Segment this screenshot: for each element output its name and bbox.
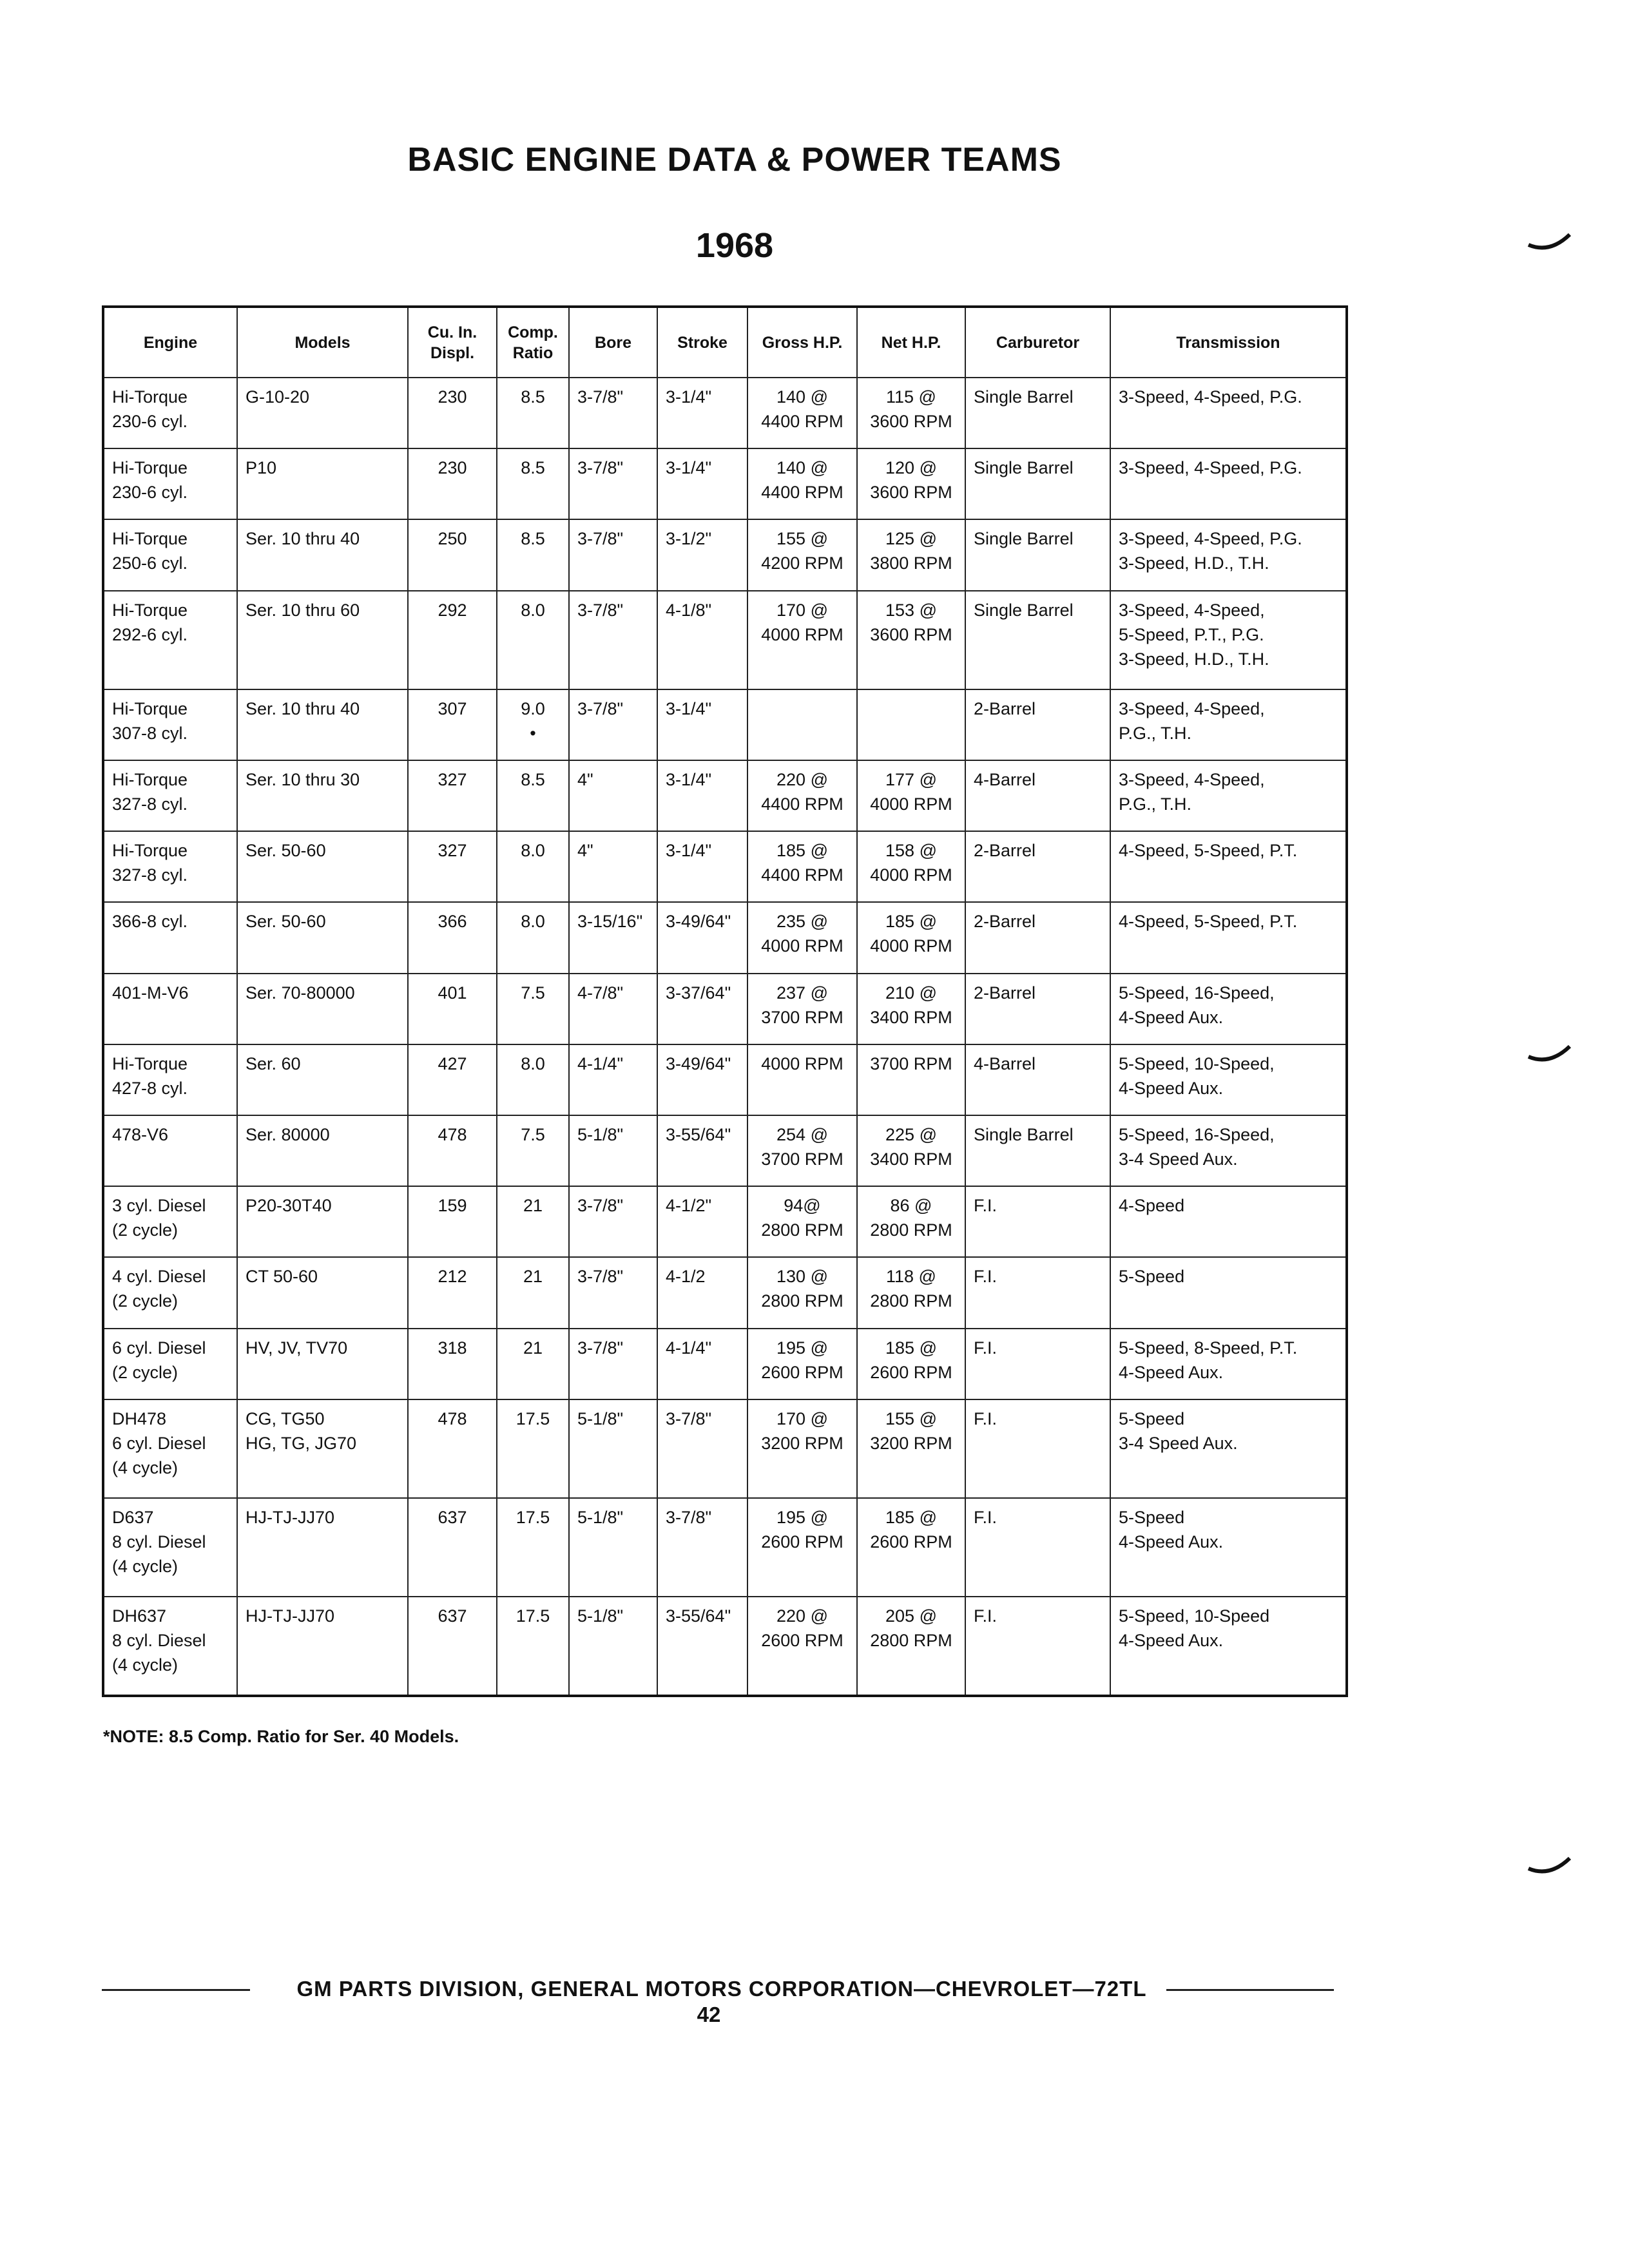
table-row bbox=[103, 519, 1347, 590]
net-hp-cell: 115 @ 3600 RPM bbox=[857, 378, 965, 448]
net-hp-cell: 158 @ 4000 RPM bbox=[857, 831, 965, 902]
engine-cell: Hi-Torque 327-8 cyl. bbox=[103, 760, 237, 831]
net-hp-cell: 86 @ 2800 RPM bbox=[857, 1186, 965, 1257]
net-hp-cell: 120 @ 3600 RPM bbox=[857, 448, 965, 519]
displacement-cell: 478 bbox=[408, 1399, 497, 1498]
bore-cell: 5-1/8" bbox=[569, 1399, 657, 1498]
transmission-cell: 3-Speed, 4-Speed, P.G. bbox=[1110, 378, 1347, 448]
net-hp-cell: 155 @ 3200 RPM bbox=[857, 1399, 965, 1498]
bore-cell: 4-1/4" bbox=[569, 1044, 657, 1115]
engine-cell: 6 cyl. Diesel (2 cycle) bbox=[103, 1329, 237, 1399]
transmission-cell: 5-Speed 3-4 Speed Aux. bbox=[1110, 1399, 1347, 1498]
gross-hp-cell: 94@ 2800 RPM bbox=[747, 1186, 857, 1257]
table-row bbox=[103, 378, 1347, 448]
transmission-cell: 4-Speed, 5-Speed, P.T. bbox=[1110, 902, 1347, 973]
engine-cell: Hi-Torque 427-8 cyl. bbox=[103, 1044, 237, 1115]
comp-ratio-cell: 21 bbox=[497, 1186, 569, 1257]
net-hp-cell: 153 @ 3600 RPM bbox=[857, 591, 965, 689]
models-cell: P20-30T40 bbox=[237, 1186, 408, 1257]
comp-ratio-cell: 7.5 bbox=[497, 974, 569, 1044]
table-row bbox=[103, 974, 1347, 1044]
bore-cell: 3-7/8" bbox=[569, 378, 657, 448]
engine-cell: D637 8 cyl. Diesel (4 cycle) bbox=[103, 1498, 237, 1597]
engine-cell: 3 cyl. Diesel (2 cycle) bbox=[103, 1186, 237, 1257]
gross-hp-cell: 170 @ 3200 RPM bbox=[747, 1399, 857, 1498]
column-header-net-hp: Net H.P. bbox=[857, 307, 965, 378]
net-hp-cell: 185 @ 2600 RPM bbox=[857, 1329, 965, 1399]
table-header-row bbox=[103, 307, 1347, 378]
stroke-cell: 3-37/64" bbox=[657, 974, 747, 1044]
net-hp-cell: 210 @ 3400 RPM bbox=[857, 974, 965, 1044]
page-number: 42 bbox=[697, 2003, 721, 2026]
stroke-cell: 3-7/8" bbox=[657, 1498, 747, 1597]
carburetor-cell: F.I. bbox=[965, 1597, 1110, 1696]
gross-hp-cell: 155 @ 4200 RPM bbox=[747, 519, 857, 590]
models-cell: Ser. 10 thru 40 bbox=[237, 519, 408, 590]
transmission-cell: 3-Speed, 4-Speed, P.G. 3-Speed, H.D., T.H. bbox=[1110, 519, 1347, 590]
table-row bbox=[103, 1044, 1347, 1115]
column-header-models: Models bbox=[237, 307, 408, 378]
bore-cell: 3-7/8" bbox=[569, 1186, 657, 1257]
displacement-cell: 327 bbox=[408, 760, 497, 831]
column-header-engine: Engine bbox=[103, 307, 237, 378]
stroke-cell: 4-1/8" bbox=[657, 591, 747, 689]
net-hp-cell: 177 @ 4000 RPM bbox=[857, 760, 965, 831]
transmission-cell: 5-Speed, 10-Speed 4-Speed Aux. bbox=[1110, 1597, 1347, 1696]
bore-cell: 5-1/8" bbox=[569, 1115, 657, 1186]
net-hp-cell: 118 @ 2800 RPM bbox=[857, 1257, 965, 1328]
net-hp-cell: 225 @ 3400 RPM bbox=[857, 1115, 965, 1186]
models-cell: HJ-TJ-JJ70 bbox=[237, 1498, 408, 1597]
displacement-cell: 307 bbox=[408, 689, 497, 760]
stroke-cell: 3-1/4" bbox=[657, 448, 747, 519]
binder-mark-icon bbox=[1527, 231, 1572, 256]
displacement-cell: 637 bbox=[408, 1498, 497, 1597]
stroke-cell: 3-1/4" bbox=[657, 689, 747, 760]
comp-ratio-cell: 17.5 bbox=[497, 1597, 569, 1696]
displacement-cell: 250 bbox=[408, 519, 497, 590]
table-row bbox=[103, 448, 1347, 519]
net-hp-cell: 125 @ 3800 RPM bbox=[857, 519, 965, 590]
gross-hp-cell: 185 @ 4400 RPM bbox=[747, 831, 857, 902]
table-row bbox=[103, 689, 1347, 760]
carburetor-cell: 2-Barrel bbox=[965, 974, 1110, 1044]
transmission-cell: 5-Speed, 10-Speed, 4-Speed Aux. bbox=[1110, 1044, 1347, 1115]
bore-cell: 3-7/8" bbox=[569, 1257, 657, 1328]
stroke-cell: 3-1/4" bbox=[657, 831, 747, 902]
displacement-cell: 327 bbox=[408, 831, 497, 902]
stroke-cell: 3-1/4" bbox=[657, 760, 747, 831]
net-hp-cell: 205 @ 2800 RPM bbox=[857, 1597, 965, 1696]
carburetor-cell: Single Barrel bbox=[965, 591, 1110, 689]
engine-cell: Hi-Torque 307-8 cyl. bbox=[103, 689, 237, 760]
displacement-cell: 478 bbox=[408, 1115, 497, 1186]
table-row bbox=[103, 902, 1347, 973]
displacement-cell: 427 bbox=[408, 1044, 497, 1115]
stroke-cell: 4-1/2" bbox=[657, 1186, 747, 1257]
engine-cell: Hi-Torque 292-6 cyl. bbox=[103, 591, 237, 689]
bore-cell: 4-7/8" bbox=[569, 974, 657, 1044]
table-row bbox=[103, 591, 1347, 689]
stroke-cell: 4-1/4" bbox=[657, 1329, 747, 1399]
column-header-carburetor: Carburetor bbox=[965, 307, 1110, 378]
comp-ratio-cell: 8.0 bbox=[497, 902, 569, 973]
net-hp-cell: 185 @ 4000 RPM bbox=[857, 902, 965, 973]
displacement-cell: 292 bbox=[408, 591, 497, 689]
transmission-cell: 5-Speed 4-Speed Aux. bbox=[1110, 1498, 1347, 1597]
transmission-cell: 3-Speed, 4-Speed, P.G. bbox=[1110, 448, 1347, 519]
carburetor-cell: Single Barrel bbox=[965, 448, 1110, 519]
carburetor-cell: 4-Barrel bbox=[965, 760, 1110, 831]
displacement-cell: 366 bbox=[408, 902, 497, 973]
table-body bbox=[103, 378, 1347, 1696]
page-title: BASIC ENGINE DATA & POWER TEAMS bbox=[407, 141, 1062, 178]
displacement-cell: 318 bbox=[408, 1329, 497, 1399]
models-cell: Ser. 10 thru 40 bbox=[237, 689, 408, 760]
transmission-cell: 5-Speed, 8-Speed, P.T. 4-Speed Aux. bbox=[1110, 1329, 1347, 1399]
engine-cell: 4 cyl. Diesel (2 cycle) bbox=[103, 1257, 237, 1328]
carburetor-cell: Single Barrel bbox=[965, 378, 1110, 448]
displacement-cell: 637 bbox=[408, 1597, 497, 1696]
table-row bbox=[103, 1115, 1347, 1186]
gross-hp-cell: 4000 RPM bbox=[747, 1044, 857, 1115]
column-header-stroke: Stroke bbox=[657, 307, 747, 378]
models-cell: HV, JV, TV70 bbox=[237, 1329, 408, 1399]
column-header-comp-ratio: Comp. Ratio bbox=[497, 307, 569, 378]
bore-cell: 3-7/8" bbox=[569, 448, 657, 519]
comp-ratio-cell: 8.0 bbox=[497, 1044, 569, 1115]
footnote: *NOTE: 8.5 Comp. Ratio for Ser. 40 Models. bbox=[103, 1727, 459, 1746]
engine-data-table bbox=[102, 305, 1348, 1697]
engine-cell: Hi-Torque 230-6 cyl. bbox=[103, 448, 237, 519]
column-header-transmission: Transmission bbox=[1110, 307, 1347, 378]
stroke-cell: 3-1/2" bbox=[657, 519, 747, 590]
table-row bbox=[103, 831, 1347, 902]
models-cell: Ser. 80000 bbox=[237, 1115, 408, 1186]
binder-mark-icon bbox=[1527, 1043, 1572, 1068]
engine-cell: 401-M-V6 bbox=[103, 974, 237, 1044]
comp-ratio-cell: 8.0 bbox=[497, 591, 569, 689]
transmission-cell: 4-Speed bbox=[1110, 1186, 1347, 1257]
models-cell: Ser. 50-60 bbox=[237, 902, 408, 973]
column-header-bore: Bore bbox=[569, 307, 657, 378]
gross-hp-cell: 235 @ 4000 RPM bbox=[747, 902, 857, 973]
carburetor-cell: 4-Barrel bbox=[965, 1044, 1110, 1115]
comp-ratio-cell: 8.5 bbox=[497, 760, 569, 831]
table-row bbox=[103, 1329, 1347, 1399]
bore-cell: 4" bbox=[569, 831, 657, 902]
models-cell: Ser. 60 bbox=[237, 1044, 408, 1115]
engine-cell: 366-8 cyl. bbox=[103, 902, 237, 973]
models-cell: G-10-20 bbox=[237, 378, 408, 448]
comp-ratio-cell: 17.5 bbox=[497, 1498, 569, 1597]
carburetor-cell: F.I. bbox=[965, 1329, 1110, 1399]
bore-cell: 3-7/8" bbox=[569, 1329, 657, 1399]
carburetor-cell: Single Barrel bbox=[965, 519, 1110, 590]
carburetor-cell: Single Barrel bbox=[965, 1115, 1110, 1186]
models-cell: Ser. 10 thru 30 bbox=[237, 760, 408, 831]
carburetor-cell: F.I. bbox=[965, 1498, 1110, 1597]
carburetor-cell: 2-Barrel bbox=[965, 831, 1110, 902]
gross-hp-cell: 195 @ 2600 RPM bbox=[747, 1498, 857, 1597]
models-cell: HJ-TJ-JJ70 bbox=[237, 1597, 408, 1696]
table-row bbox=[103, 1257, 1347, 1328]
net-hp-cell: 3700 RPM bbox=[857, 1044, 965, 1115]
transmission-cell: 3-Speed, 4-Speed, 5-Speed, P.T., P.G. 3-Speed, H.D., T.H. bbox=[1110, 591, 1347, 689]
year-heading: 1968 bbox=[695, 226, 774, 265]
stroke-cell: 3-7/8" bbox=[657, 1399, 747, 1498]
engine-cell: Hi-Torque 230-6 cyl. bbox=[103, 378, 237, 448]
gross-hp-cell: 140 @ 4400 RPM bbox=[747, 448, 857, 519]
net-hp-cell bbox=[857, 689, 965, 760]
engine-cell: Hi-Torque 250-6 cyl. bbox=[103, 519, 237, 590]
transmission-cell: 4-Speed, 5-Speed, P.T. bbox=[1110, 831, 1347, 902]
stroke-cell: 3-55/64" bbox=[657, 1597, 747, 1696]
column-header-displacement: Cu. In. Displ. bbox=[408, 307, 497, 378]
footer-text: GM PARTS DIVISION, GENERAL MOTORS CORPORATION—CHEVROLET—72TL bbox=[296, 1977, 1147, 2001]
comp-ratio-cell: 7.5 bbox=[497, 1115, 569, 1186]
gross-hp-cell: 170 @ 4000 RPM bbox=[747, 591, 857, 689]
bore-cell: 3-7/8" bbox=[569, 689, 657, 760]
table-row bbox=[103, 1597, 1347, 1696]
bore-cell: 3-15/16" bbox=[569, 902, 657, 973]
bore-cell: 4" bbox=[569, 760, 657, 831]
binder-mark-icon bbox=[1527, 1854, 1572, 1880]
gross-hp-cell: 254 @ 3700 RPM bbox=[747, 1115, 857, 1186]
bore-cell: 5-1/8" bbox=[569, 1498, 657, 1597]
models-cell: CG, TG50 HG, TG, JG70 bbox=[237, 1399, 408, 1498]
comp-ratio-cell: 8.0 bbox=[497, 831, 569, 902]
comp-ratio-cell: 9.0 • bbox=[497, 689, 569, 760]
engine-cell: Hi-Torque 327-8 cyl. bbox=[103, 831, 237, 902]
transmission-cell: 3-Speed, 4-Speed, P.G., T.H. bbox=[1110, 760, 1347, 831]
models-cell: Ser. 10 thru 60 bbox=[237, 591, 408, 689]
stroke-cell: 3-1/4" bbox=[657, 378, 747, 448]
transmission-cell: 5-Speed, 16-Speed, 3-4 Speed Aux. bbox=[1110, 1115, 1347, 1186]
engine-cell: DH478 6 cyl. Diesel (4 cycle) bbox=[103, 1399, 237, 1498]
table-row bbox=[103, 760, 1347, 831]
displacement-cell: 401 bbox=[408, 974, 497, 1044]
gross-hp-cell: 237 @ 3700 RPM bbox=[747, 974, 857, 1044]
stroke-cell: 4-1/2 bbox=[657, 1257, 747, 1328]
displacement-cell: 212 bbox=[408, 1257, 497, 1328]
engine-cell: DH637 8 cyl. Diesel (4 cycle) bbox=[103, 1597, 237, 1696]
gross-hp-cell: 140 @ 4400 RPM bbox=[747, 378, 857, 448]
column-header-gross-hp: Gross H.P. bbox=[747, 307, 857, 378]
comp-ratio-cell: 8.5 bbox=[497, 378, 569, 448]
gross-hp-cell: 220 @ 2600 RPM bbox=[747, 1597, 857, 1696]
models-cell: CT 50-60 bbox=[237, 1257, 408, 1328]
comp-ratio-cell: 21 bbox=[497, 1329, 569, 1399]
transmission-cell: 3-Speed, 4-Speed, P.G., T.H. bbox=[1110, 689, 1347, 760]
stroke-cell: 3-55/64" bbox=[657, 1115, 747, 1186]
comp-ratio-cell: 8.5 bbox=[497, 448, 569, 519]
models-cell: Ser. 50-60 bbox=[237, 831, 408, 902]
net-hp-cell: 185 @ 2600 RPM bbox=[857, 1498, 965, 1597]
displacement-cell: 230 bbox=[408, 448, 497, 519]
bore-cell: 3-7/8" bbox=[569, 519, 657, 590]
carburetor-cell: F.I. bbox=[965, 1257, 1110, 1328]
carburetor-cell: F.I. bbox=[965, 1399, 1110, 1498]
table-row bbox=[103, 1399, 1347, 1498]
bore-cell: 5-1/8" bbox=[569, 1597, 657, 1696]
table-row bbox=[103, 1498, 1347, 1597]
engine-cell: 478-V6 bbox=[103, 1115, 237, 1186]
carburetor-cell: 2-Barrel bbox=[965, 902, 1110, 973]
carburetor-cell: F.I. bbox=[965, 1186, 1110, 1257]
gross-hp-cell: 130 @ 2800 RPM bbox=[747, 1257, 857, 1328]
displacement-cell: 230 bbox=[408, 378, 497, 448]
stroke-cell: 3-49/64" bbox=[657, 1044, 747, 1115]
table-row bbox=[103, 1186, 1347, 1257]
comp-ratio-cell: 21 bbox=[497, 1257, 569, 1328]
stroke-cell: 3-49/64" bbox=[657, 902, 747, 973]
displacement-cell: 159 bbox=[408, 1186, 497, 1257]
transmission-cell: 5-Speed bbox=[1110, 1257, 1347, 1328]
gross-hp-cell bbox=[747, 689, 857, 760]
models-cell: P10 bbox=[237, 448, 408, 519]
models-cell: Ser. 70-80000 bbox=[237, 974, 408, 1044]
gross-hp-cell: 220 @ 4400 RPM bbox=[747, 760, 857, 831]
transmission-cell: 5-Speed, 16-Speed, 4-Speed Aux. bbox=[1110, 974, 1347, 1044]
comp-ratio-cell: 17.5 bbox=[497, 1399, 569, 1498]
gross-hp-cell: 195 @ 2600 RPM bbox=[747, 1329, 857, 1399]
footer-rule-right bbox=[1166, 1989, 1334, 1991]
carburetor-cell: 2-Barrel bbox=[965, 689, 1110, 760]
comp-ratio-cell: 8.5 bbox=[497, 519, 569, 590]
bore-cell: 3-7/8" bbox=[569, 591, 657, 689]
